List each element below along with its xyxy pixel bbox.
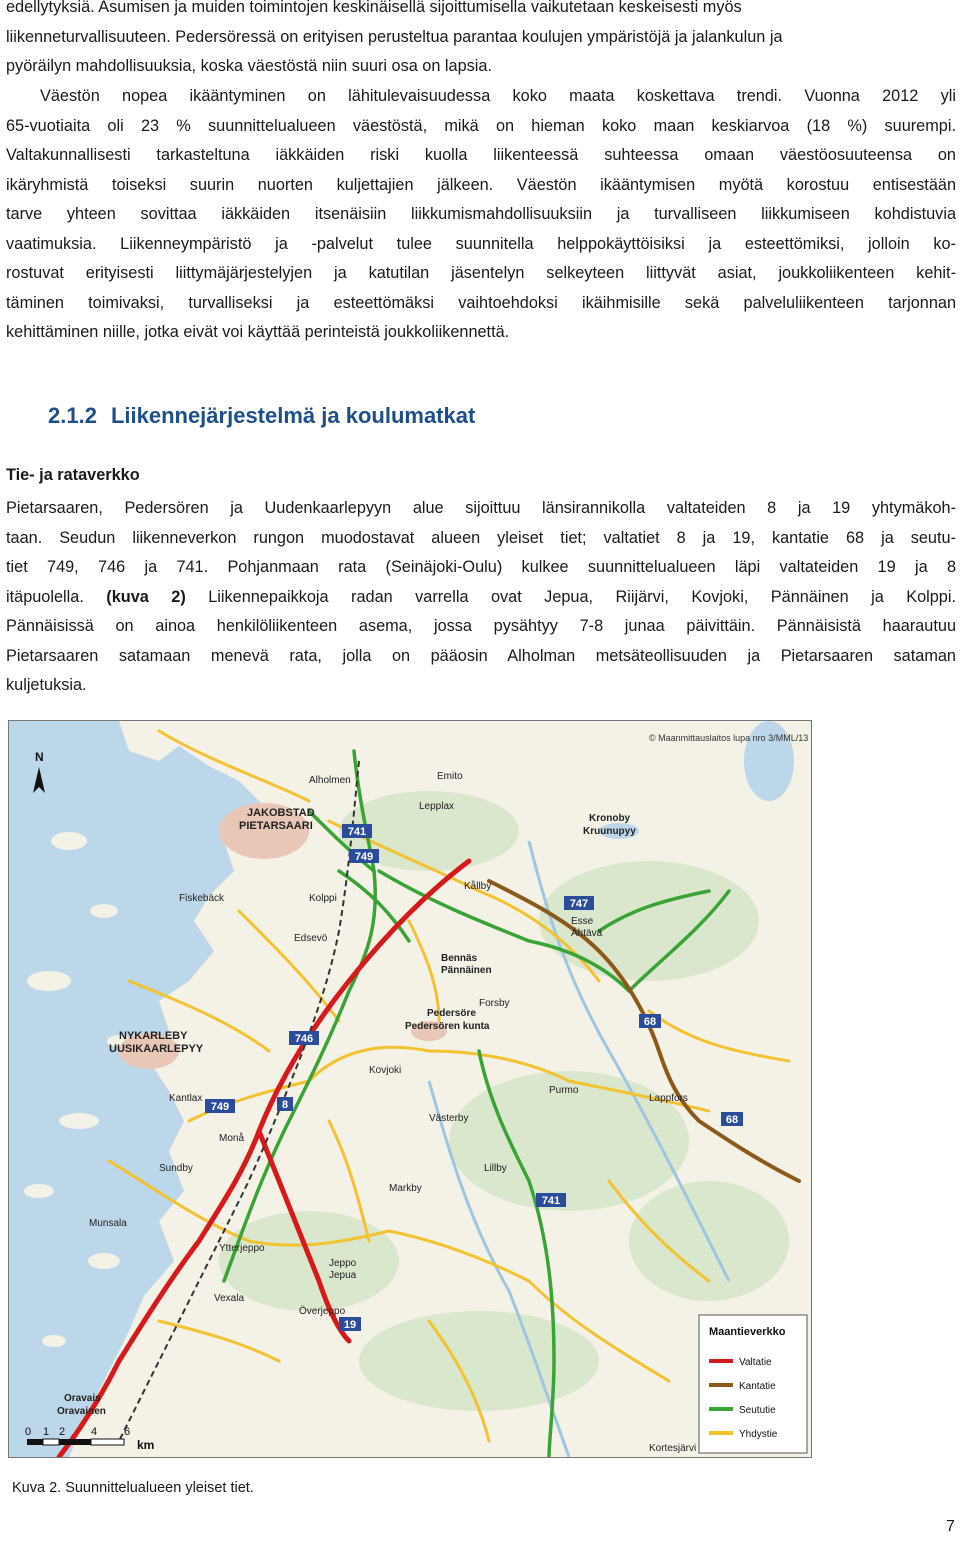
road-label-749-south (205, 1099, 235, 1113)
network-line (6, 583, 956, 613)
network-line: taan. Seudun liikenneverkon rungon muodostavat alueen yleiset tiet; valtatiet 8 ja 19, kantatie 68 ja seutu- (6, 528, 956, 547)
svg-text:749: 749 (354, 851, 374, 863)
place-label: Överjeppo (299, 1306, 346, 1317)
svg-text:747: 747 (569, 898, 589, 910)
place-label: Esse (571, 916, 594, 927)
svg-text:0: 0 (25, 1426, 32, 1438)
place-label: Bennäs (441, 953, 478, 964)
place-label: Kolppi (309, 893, 337, 904)
place-label: Jeppo (329, 1258, 357, 1269)
svg-text:km: km (137, 1438, 155, 1452)
place-label: JAKOBSTAD (247, 807, 315, 819)
road-label-8 (277, 1097, 293, 1111)
place-label: Kronoby (589, 813, 631, 824)
place-label: Kortesjärvi (649, 1443, 697, 1454)
network-line: Pietarsaaren, Pedersören ja Uudenkaarlepyyn alue sijoittuu länsirannikolla valtateiden 8 ja 19 yhtymäkoh- (6, 499, 956, 517)
figure-reference: (kuva 2) (106, 587, 186, 606)
network-text: Liikennepaikkoja radan varrella ovat Jepua, Riijärvi, Kovjoki, Pännäinen ja Kolppi. (185, 587, 956, 606)
map-legend (699, 1315, 807, 1453)
place-label: Kovjoki (369, 1065, 402, 1076)
svg-text:4: 4 (91, 1426, 98, 1438)
aging-line: ikäryhmistä toiseksi suurin nuorten kuljettajien jälkeen. Väestön ikääntymisen myötä korostuu entisestään (6, 175, 956, 194)
place-label: UUSIKAARLEPYY (109, 1043, 204, 1055)
map-copyright: © Maanmittauslaitos lupa nro 3/MML/13 (649, 733, 809, 743)
road-label-741-south (536, 1193, 566, 1207)
section-heading (48, 403, 475, 429)
place-label: Munsala (89, 1218, 127, 1229)
svg-text:Yhdystie: Yhdystie (739, 1429, 778, 1440)
network-text: itäpuolella. (6, 587, 107, 606)
section-title: Liikennejärjestelmä ja koulumatkat (110, 403, 476, 428)
place-label: Pedersöre (427, 1008, 476, 1019)
legend-title: Maantieverkko (709, 1326, 786, 1338)
aging-paragraph (6, 82, 956, 348)
network-line: Pännäisissä on ainoa henkilöliikenteen asema, jossa pysähtyy 7-8 junaa päivittäin. Pännäisistä haarautuu (6, 617, 956, 635)
place-label: Emito (437, 771, 463, 782)
place-label: Kållby (464, 881, 492, 892)
intro-line: liikenneturvallisuuteen. Pedersöressä on erityisen perusteltua parantaa koulujen ympäristöjä ja jalankulun ja (6, 27, 783, 46)
place-label: Oravais (64, 1393, 101, 1404)
place-label: Lepplax (419, 801, 455, 812)
aging-line: tarve yhteen sovittaa iäkkäiden itsenäisiin liikkumismahdollisuuksiin ja turvalliseen liikkumiseen kohdistuvia (6, 205, 956, 223)
svg-text:1: 1 (43, 1426, 50, 1438)
road-label-19 (339, 1317, 361, 1331)
svg-text:8: 8 (281, 1099, 289, 1111)
place-label: Monå (219, 1133, 245, 1144)
place-label: Alholmen (309, 775, 351, 786)
road-label-68-south (721, 1112, 743, 1126)
place-label: Västerby (429, 1113, 469, 1124)
intro-line: pyöräilyn mahdollisuuksia, koska väestöstä niin suuri osa on lapsia. (6, 57, 492, 75)
road-label-747 (564, 896, 594, 910)
svg-text:2: 2 (59, 1426, 66, 1438)
network-paragraph (6, 494, 956, 701)
place-label: Lillby (484, 1163, 507, 1174)
svg-text:Kantatie: Kantatie (739, 1381, 776, 1392)
intro-line: edellytyksiä. Asumisen ja muiden toimintojen keskinäisellä sijoittumisella vaikutetaan keskeisesti myös (6, 0, 742, 16)
aging-line: vaatimuksia. Liikenneympäristö ja -palvelut tulee suunnitella helppokäyttöisiksi ja esteettömiksi, jolloin ko- (6, 234, 956, 253)
place-label: Fiskebäck (179, 893, 225, 904)
place-label: Sundby (159, 1163, 193, 1174)
section-number: 2.1.2 (48, 403, 97, 428)
intro-paragraph (6, 0, 956, 82)
network-line: kuljetuksia. (6, 676, 87, 694)
place-label: Jepua (329, 1270, 357, 1281)
aging-line: kehittäminen niille, jotka eivät voi käyttää perinteistä joukkoliikennettä. (6, 323, 510, 341)
svg-text:19: 19 (343, 1319, 357, 1331)
aging-line: Väestön nopea ikääntyminen on lähitulevaisuudessa koko maata koskettava trendi. Vuonna 2012 yli (40, 87, 956, 105)
svg-text:741: 741 (347, 826, 367, 838)
place-label: Edsevö (294, 933, 328, 944)
aging-line: Valtakunnallisesti tarkasteltuna iäkkäiden riski kuolla liikenteessä suhteessa omaan väestöosuuteensa on (6, 146, 956, 164)
place-label: Ytterjeppo (219, 1243, 265, 1254)
place-label: NYKARLEBY (119, 1030, 188, 1042)
svg-text:Valtatie: Valtatie (739, 1357, 772, 1368)
aging-line: täminen toimivaksi, turvalliseksi ja esteettömäksi vaihtoehdoksi ikäihmisille sekä palveluliikenteen tarjonnan (6, 293, 956, 312)
place-label: Pedersören kunta (405, 1021, 490, 1032)
svg-text:749: 749 (210, 1101, 230, 1113)
place-label: Kruunupyy (583, 826, 636, 837)
network-line: tiet 749, 746 ja 741. Pohjanmaan rata (Seinäjoki-Oulu) kulkee suunnittelualueen läpi valtateiden 19 ja 8 (6, 558, 956, 576)
place-label: PIETARSAARI (239, 820, 313, 832)
road-label-746 (289, 1031, 319, 1045)
place-label: Kantlax (169, 1093, 203, 1104)
place-label: Oravainen (57, 1406, 106, 1417)
aging-line: rostuvat erityisesti liittymäjärjestelyjen ja katutilan jäsentelyn selkeyteen liittyvät asiat, joukkoliikenteen kehit- (6, 264, 956, 282)
subsection-title: Tie- ja rataverkko (6, 466, 140, 484)
svg-text:741: 741 (541, 1195, 561, 1207)
place-label: Lappfors (649, 1093, 688, 1104)
place-label: Forsby (479, 998, 510, 1009)
svg-text:6: 6 (124, 1426, 131, 1438)
page-number: 7 (946, 1518, 955, 1535)
svg-text:68: 68 (725, 1114, 739, 1126)
svg-text:746: 746 (294, 1033, 314, 1045)
road-label-68-north (639, 1014, 661, 1028)
svg-text:Seututie: Seututie (739, 1405, 776, 1416)
network-line: Pietarsaaren satamaan menevä rata, jolla on pääosin Alholman metsäteollisuuden ja Pietarsaaren sataman (6, 646, 956, 665)
road-label-749-north (349, 849, 379, 863)
svg-text:N: N (35, 750, 44, 764)
place-label: Purmo (549, 1085, 579, 1096)
road-label-741-north (342, 824, 372, 838)
place-label: Pännäinen (441, 965, 492, 976)
place-label: Vexala (214, 1293, 245, 1304)
svg-text:68: 68 (643, 1016, 657, 1028)
place-label: Markby (389, 1183, 422, 1194)
figure-caption: Kuva 2. Suunnittelualueen yleiset tiet. (12, 1480, 254, 1496)
map-svg (9, 721, 811, 1457)
aging-line: 65-vuotiaita oli 23 % suunnittelualueen väestöstä, mikä on hieman koko maan keskiarvoa (18 %) suurempi. (6, 116, 956, 135)
road-network-map (8, 720, 812, 1458)
place-label: Ähtävä (571, 928, 603, 939)
